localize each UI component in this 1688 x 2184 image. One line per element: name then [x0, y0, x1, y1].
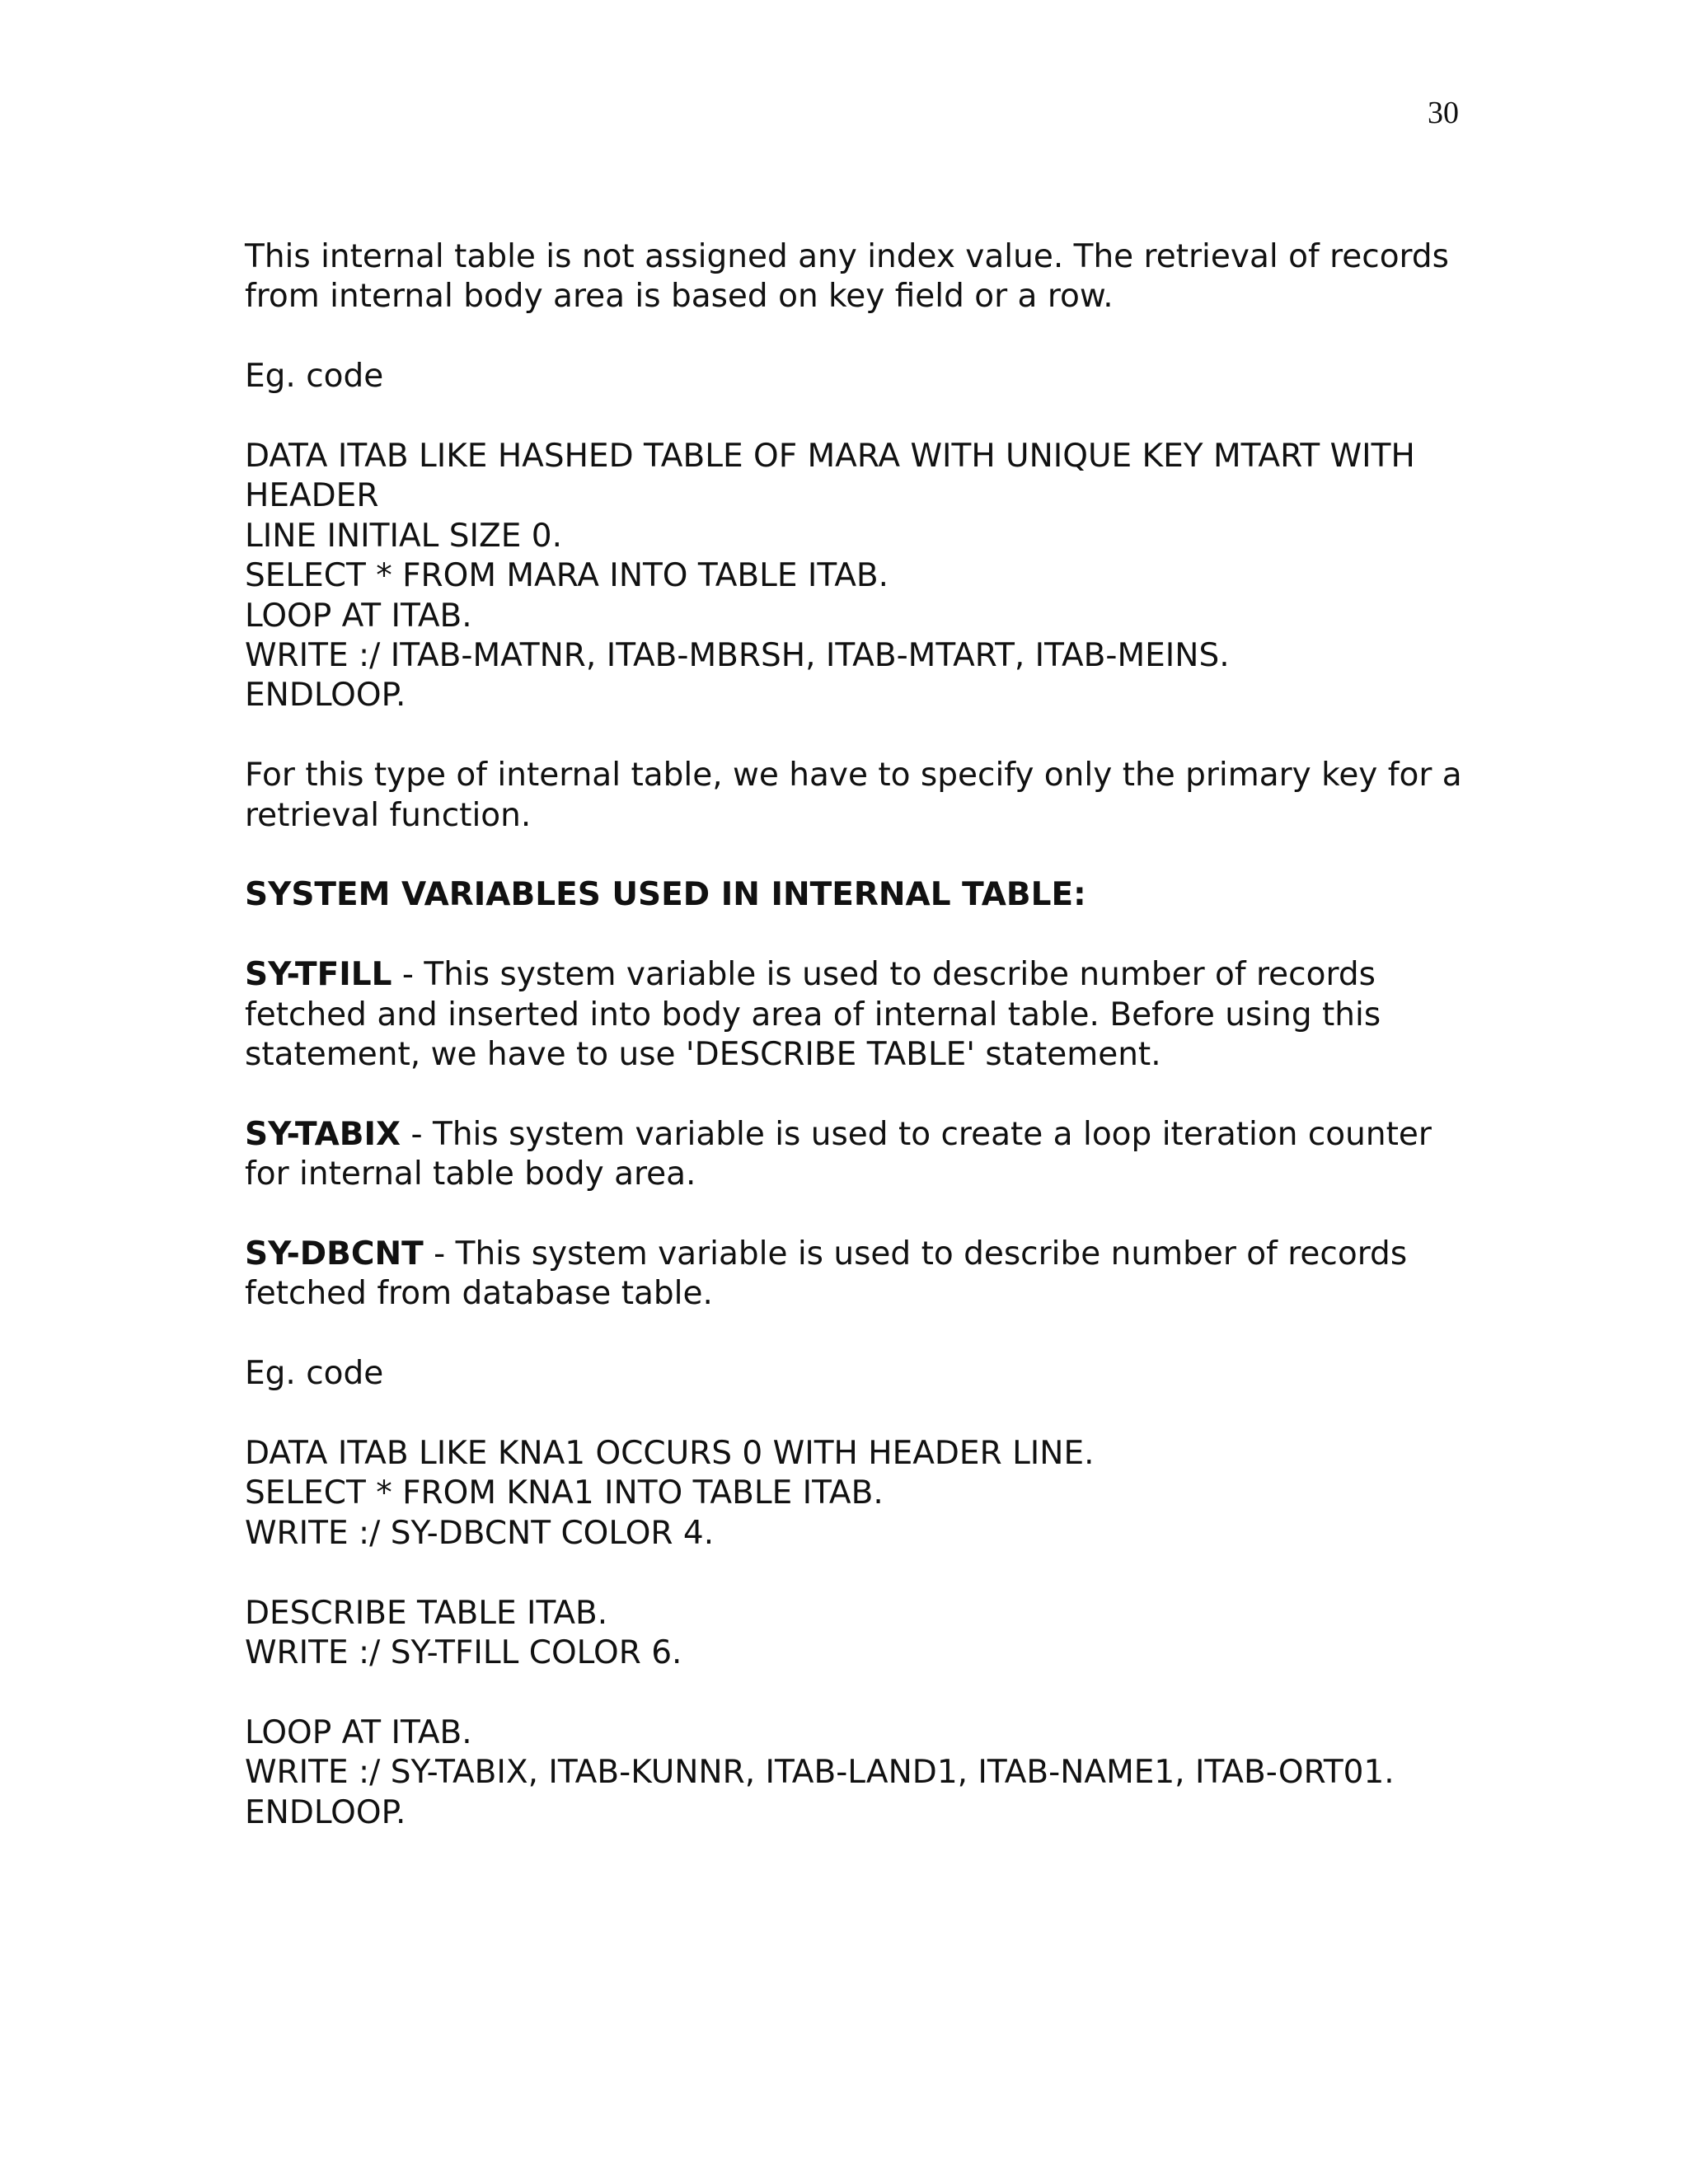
code-line: LOOP AT ITAB. — [245, 1713, 472, 1751]
section-heading — [245, 875, 1506, 915]
definition-sy-tabix — [245, 1115, 1506, 1195]
code-block-hashed-table — [245, 437, 1506, 716]
text-line — [245, 955, 1506, 995]
heading-text: SYSTEM VARIABLES USED IN INTERNAL TABLE: — [245, 876, 1086, 914]
page-number: 30 — [1428, 96, 1459, 130]
code-line: DATA ITAB LIKE HASHED TABLE OF MARA WITH UNIQUE KEY MTART WITH — [245, 438, 1415, 475]
text-line: For this type of internal table, we have to specify only the primary key for a — [245, 757, 1462, 794]
code-block-loop — [245, 1713, 1506, 1833]
intro-paragraph — [245, 237, 1506, 317]
document-body — [245, 237, 1506, 1872]
code-line: LINE INITIAL SIZE 0. — [245, 517, 562, 555]
code-line: HEADER — [245, 477, 379, 515]
term-sy-tfill: SY-TFILL — [245, 956, 392, 994]
code-line: DATA ITAB LIKE KNA1 OCCURS 0 WITH HEADER LINE. — [245, 1435, 1095, 1473]
code-line: WRITE :/ SY-TFILL COLOR 6. — [245, 1634, 682, 1672]
definition-text: - This system variable is used to describe number of records — [423, 1235, 1408, 1273]
code-block-describe — [245, 1594, 1506, 1674]
code-line: SELECT * FROM KNA1 INTO TABLE ITAB. — [245, 1474, 884, 1512]
code-line: DESCRIBE TABLE ITAB. — [245, 1594, 608, 1632]
text-line: fetched from database table. — [245, 1275, 713, 1313]
code-line: ENDLOOP. — [245, 677, 406, 715]
example-label — [245, 1354, 1506, 1394]
code-line: WRITE :/ SY-DBCNT COLOR 4. — [245, 1514, 715, 1552]
code-line: WRITE :/ SY-TABIX, ITAB-KUNNR, ITAB-LAND1, ITAB-NAME1, ITAB-ORT01. — [245, 1754, 1395, 1792]
text-line — [245, 1235, 1506, 1274]
code-line: SELECT * FROM MARA INTO TABLE ITAB. — [245, 557, 889, 595]
text-line: for internal table body area. — [245, 1155, 696, 1193]
text-line: This internal table is not assigned any index value. The retrieval of records — [245, 238, 1449, 275]
term-sy-dbcnt: SY-DBCNT — [245, 1235, 424, 1273]
code-line: LOOP AT ITAB. — [245, 597, 472, 635]
text-line: statement, we have to use 'DESCRIBE TABLE' statement. — [245, 1036, 1161, 1074]
code-block-select — [245, 1434, 1506, 1554]
definition-sy-dbcnt — [245, 1235, 1506, 1315]
text-line: Eg. code — [245, 1355, 384, 1393]
term-sy-tabix: SY-TABIX — [245, 1115, 401, 1153]
definition-text: - This system variable is used to create a loop iteration counter — [401, 1115, 1432, 1153]
primary-key-paragraph — [245, 756, 1506, 836]
text-line — [245, 1115, 1506, 1155]
code-line: WRITE :/ ITAB-MATNR, ITAB-MBRSH, ITAB-MTART, ITAB-MEINS. — [245, 637, 1230, 675]
code-line: ENDLOOP. — [245, 1793, 406, 1831]
example-label — [245, 357, 1506, 396]
definition-text: - This system variable is used to describe number of records — [392, 956, 1376, 994]
definition-sy-tfill — [245, 955, 1506, 1075]
text-line: retrieval function. — [245, 796, 532, 834]
text-line: Eg. code — [245, 358, 384, 396]
text-line: fetched and inserted into body area of internal table. Before using this — [245, 996, 1381, 1033]
text-line: from internal body area is based on key field or a row. — [245, 278, 1114, 316]
